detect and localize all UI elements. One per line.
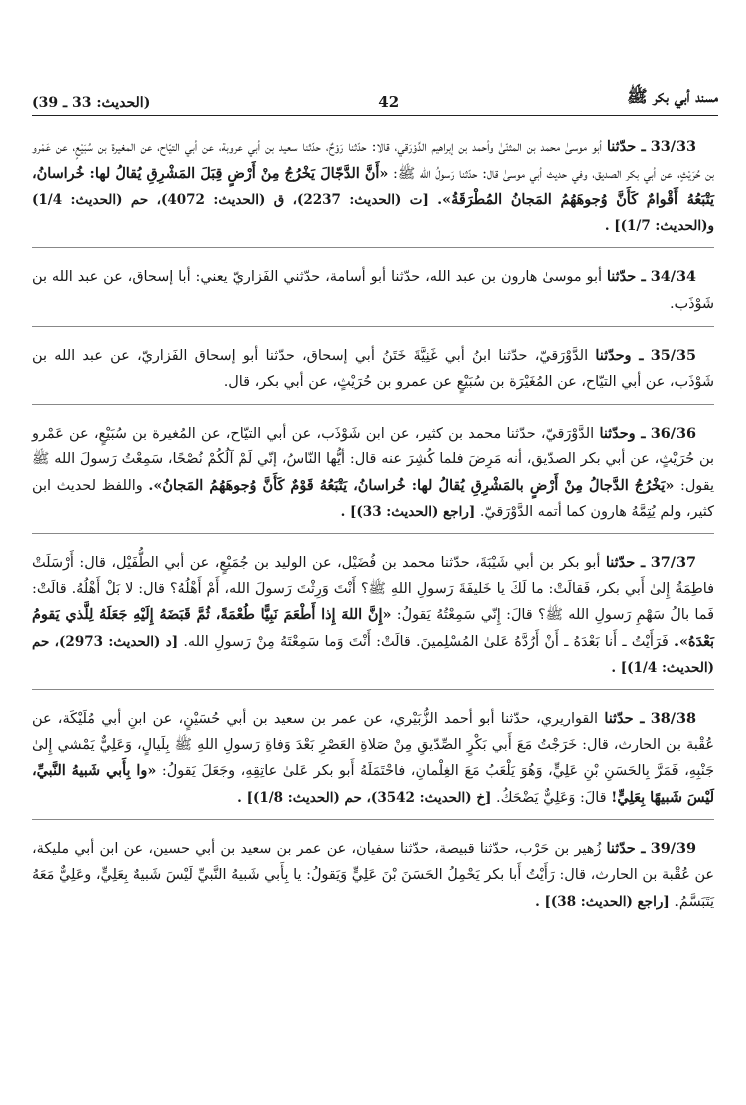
- hadith-isnad: أبو موسىٰ محمد بن المثنّىٰ وأحمد بن إبراهيم الدَّوْرَقي، قالا: حدّثنا رَوْحٌ، حدّثنا سعيد بن أبي عروبة، عن أبي التيّاح، عن المغيرة بن سُبَيْعٍ، عن عَمْرو بن حُرَيْثٍ، عن أبي بكر الصديق، وفي حديث أبي موسىٰ قال: حدّثنا رَسولُ الله ﷺ:: [32, 139, 714, 182]
- hadith-reference: [د (الحديث: 2973)، حم (الحديث: 1/4)] .: [32, 633, 714, 676]
- hadith-lead: ـ وحدّثنا: [595, 346, 644, 364]
- book-title: مسند أبي بكر ﷺ: [627, 87, 718, 107]
- hadith-isnad: أبو موسىٰ هارون بن عبد الله، حدّثنا أبو أسامة، حدّثني الفَزاريّ يعني: أبا إسحاق، عن عبد الله بن شَوْذَب.: [32, 269, 714, 312]
- hadith-isnad: زُهير بن حَرْب، حدّثنا قبيصة، حدّثنا سفيان، عن عمر بن سعيد بن أبي حسين، عن ابن أبي مليكة، عن عُقْبة بن الحارث، قال: رَأَيْتُ أَبا بكر يَحْمِلُ الحَسَنَ بْنَ عَلِيٍّ وَيَقولُ: يا بِأَبي شَبيهُ النَّبيِّ لَيْسَ شَبيهٌ بِعَلِيٍّ، وعَلِيٌّ مَعَهُ يَتَبَسَّمُ.: [32, 841, 714, 910]
- hadith-reference: [خ (الحديث: 3542)، حم (الحديث: 1/8)] .: [237, 789, 492, 806]
- hadith-lead: ـ حدّثنا: [605, 554, 646, 572]
- hadith-number: 37/37: [650, 554, 696, 572]
- hadith-entry: [32, 830, 714, 923]
- hadith-lead: ـ وحدّثنا: [599, 424, 646, 442]
- hadith-reference: [ت (الحديث: 2237)، ق (الحديث: 4072)، حم (الحديث: 1/4) و(الحديث: 1/7)] .: [32, 192, 714, 234]
- hadith-lead: ـ حدّثنا: [606, 268, 646, 286]
- hadith-matn: «أَنَّ الدَّجّالَ يَخْرُجُ مِنْ أَرْضٍ قِبَلَ المَشْرِقِ يُقالُ لها: خُراسانُ، يَتْبَعُهُ أَقْوامٌ كَأَنَّ وُجوهَهُمُ المَجانُ المُطْرَقَةُ».: [32, 164, 714, 209]
- hadith-lead: ـ حدّثنا: [604, 710, 645, 728]
- running-header: [32, 82, 718, 116]
- hadith-tail: فَرَأَيْتُ ـ أَنا بَعْدَهُ ـ أَنْ أَرُدَّهُ عَلىٰ المُسْلِمينَ. قالَتْ: أَنْتَ وَما سَمِعْتَهُ مِنْ رَسولِ الله.: [183, 633, 669, 650]
- hadith-matn: «وا بِأَبي شَبيهُ النَّبيِّ، لَيْسَ شَبيهًا بِعَلِيٍّ!: [32, 762, 714, 806]
- hadith-isnad: القواريري، حدّثنا أبو أحمد الزُّبَيْري، عن عمر بن سعيد بن أبي حُسَيْنٍ، عن ابنِ أبي مُلَيْكَة، عن عُقْبة بن الحارث، قال: خَرَجْتُ مَعَ أَبي بَكْرٍ الصِّدّيقِ مِنْ صَلاةِ العَصْرِ بَعْدَ وَفاةِ رَسولِ اللهِ ﷺ بِلَيالٍ، وَعَلِيٌّ يَمْشي إِلىٰ جَنْبِهِ، فَمَرَّ بِالحَسَنِ بْنِ عَلِيٍّ، وَهُوَ يَلْعَبُ مَعَ الغِلْمانِ، فاحْتَمَلَهُ أَبو بكر عَلىٰ عاتِقِهِ، وجَعَلَ يَقولُ:: [32, 711, 715, 780]
- hadith-entry: [32, 700, 714, 820]
- hadith-lead: ـ حدّثنا: [606, 840, 646, 858]
- hadith-tail: قالَ: وَعَلِيٌّ يَضْحَكُ.: [496, 789, 607, 806]
- hadith-entry: [32, 128, 714, 248]
- hadith-entry: [32, 415, 714, 534]
- hadith-reference: [راجع (الحديث: 38)] .: [535, 893, 670, 910]
- hadith-isnad: الدَّوْرَقيّ، حدّثنا ابنُ أبي غَنِيَّةَ خَتَنُ أبي إسحاق، حدّثنا أبو إسحاق الفَزاريّ، عن عبد الله بن شَوْذَب، عن أبي التيّاح، عن المُغَيْرَة بن سُبَيْعٍ عن عمرو بن حُرَيْثٍ، عن أبي بكر، قال.: [32, 347, 714, 391]
- hadith-range-text: (الحديث: 33 ـ 39): [32, 95, 151, 111]
- hadith-number: 34/34: [650, 268, 696, 286]
- hadith-number: 38/38: [650, 710, 696, 728]
- hadith-isnad: الدَّوْرَقيّ، حدّثنا محمد بن كثير، عن ابن شَوْذَب، عن أبي التيّاح، عن المُغيرة بن سُبَيْعٍ، عن عَمْرو بن حُرَيْثٍ، عن أبي بكر الصدّيق، أنه مَرِضَ فلما كُشِرَ عنه قال: أيُّها النّاسُ، إنّي لَمْ آلُكُمْ نُصْحًا، سَمِعْتُ رَسولَ الله ﷺ يقول:: [32, 425, 715, 494]
- hadith-entry: [32, 544, 714, 690]
- page-number: 42: [378, 93, 400, 111]
- hadith-isnad: أبو بكر بن أبي شَيْبَةَ، حدّثنا محمد بن فُضَيْل، عن الوليد بن جُمَيْعٍ، عن أبي الطُّفَيْل، قال: أَرْسَلَتْ فاطِمَةُ إِلىٰ أَبي بكر، فَقالَتْ: ما لَكَ يا خَليفَةَ رَسولِ اللهِ ﷺ؟ أَنْتَ وَرِثْتَ رَسولَ الله، أَمْ أَهْلُهُ؟ قال: لا بَلْ أَهْلُهُ. قالَتْ: فَما بالُ سَهْمِ رَسولِ الله ﷺ؟ قالَ: إِنّي سَمِعْتُهُ يَقولُ:: [32, 555, 714, 624]
- page-body: [32, 128, 714, 923]
- hadith-matn: «يَخْرُجُ الدَّجالُ مِنْ أَرْضٍ بالمَشْرِقِ يُقالُ لها: خُراسانُ، يَتْبَعُهُ قَوْمٌ كَأَنَّ وُجوهَهُمُ المَجانُ».: [148, 476, 675, 494]
- hadith-tail: واللفظ لحديث ابن كثير، ولم يُتِمَّهُ هارون كما أتمه الدَّوْرَقيّ.: [32, 477, 714, 520]
- hadith-entry: [32, 258, 714, 326]
- hadith-number: 35/35: [650, 346, 697, 364]
- hadith-number: 39/39: [650, 840, 697, 858]
- hadith-lead: ـ حدّثنا: [606, 138, 646, 155]
- hadith-number: 33/33: [650, 138, 696, 155]
- hadith-matn: «إِنَّ اللهَ إِذا أَطْعَمَ نَبِيًّا طُعْمَةً، ثُمَّ قَبَضَهُ إِلَيْهِ جَعَلَهُ لِلَّذي يَقومُ بَعْدَهُ».: [32, 606, 715, 650]
- hadith-range: [32, 95, 150, 111]
- hadith-entry: [32, 337, 714, 405]
- hadith-reference: [راجع (الحديث: 33)] .: [340, 503, 476, 520]
- hadith-number: 36/36: [650, 424, 697, 442]
